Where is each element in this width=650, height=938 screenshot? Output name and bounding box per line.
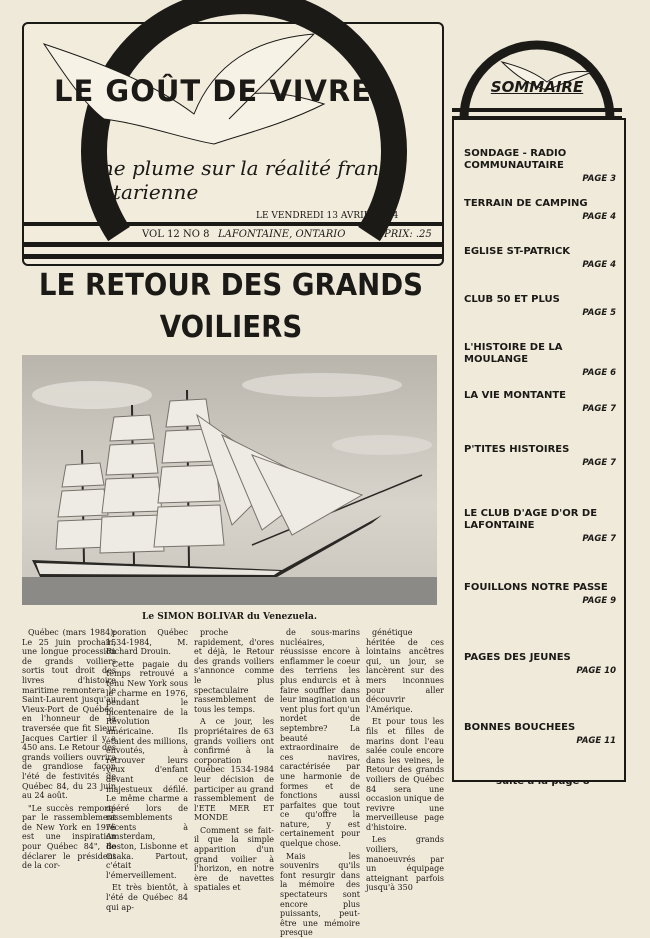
article-paragraph: Cette pagaie du temps retrouvé a tenu New York sous le charme en 1976, pendant le bicentenaire de la Révolution américaine. Ils étaient des millions, envoutés, à retrouver leurs yeux d'enfant devant ce majestueux défilé. Le même charme a opéré lors de rassemblements récents à Amsterdam, Boston, Lisbonne et Osaka. Partout, c'était l'émerveillement. xyxy=(106,659,188,880)
tall-ship-image xyxy=(22,355,437,605)
issue-date: LE VENDREDI 13 AVRIL, 1984 xyxy=(256,211,399,221)
toc-page: PAGE 9 xyxy=(582,596,616,606)
article-paragraph: Et pour tous les fils et filles de marins dont l'eau salée coule encore dans les veines, le Retour des grands voiliers de Québec 84 sera une occasion unique de revivre une merveilleuse page d'histoire. xyxy=(366,717,444,832)
issue-price: PRIX: .25 xyxy=(384,229,432,240)
article-paragraph: "Le succès remporté par le rassemblement de New York en 1976 est une inspiration pour Québec 84", de déclarer le président de la cor- xyxy=(22,803,116,871)
toc-title: CLUB 50 ET PLUS xyxy=(464,294,560,305)
toc-title: FOUILLONS NOTRE PASSE xyxy=(464,582,608,593)
toc-item[interactable] xyxy=(464,294,616,318)
photo-caption: Le SIMON BOLIVAR du Venezuela. xyxy=(142,612,317,622)
article-paragraph: Québec (mars 1984): Le 25 juin prochain, une longue procession de grands voiliers sortis tout droit des livres d'histoire maritime remontera le Saint-Laurent jusqu'au Vieux-Port de Québec, en l'honneur de la traversée que fit Sieur Jacques Cartier il y a 450 ans. Le Retour des grands voiliers ouvrira de grandiose façon l'été de festivités de Québec 84, du 23 juin au 24 août. xyxy=(22,628,116,801)
masthead-title: LE GOÛT DE VIVRE xyxy=(54,74,373,108)
toc-title: P'TITES HISTOIRES xyxy=(464,444,570,455)
toc-title: PAGES DES JEUNES xyxy=(464,652,571,663)
article-paragraph: génétique héritée de ces lointains ancêtres qui, un jour, se lancèrent sur des mers inconnues pour aller découvrir l'Amérique. xyxy=(366,628,444,714)
masthead-subtitle: une plume sur la réalité franco ontarienne xyxy=(88,156,403,204)
article-paragraph: de sous-marins nucléaires, réussisse encore à enflammer le coeur des terriens les plus endurcis et à faire souffler dans leur imagination un vent plus fort qu'un nordet de septembre? La beauté extraordinaire de ces navires, caractérisée par une harmonie de formes et de fonctions aussi parfaites que tout ce qu'offre la nature, y est certainement pour quelque chose. xyxy=(280,628,360,849)
ship-photo xyxy=(22,355,437,605)
issue-volume: VOL 12 NO 8 xyxy=(142,229,210,240)
toc-title: LE CLUB D'AGE D'OR DE LAFONTAINE xyxy=(464,508,598,531)
toc-title: TERRAIN DE CAMPING xyxy=(464,198,588,209)
toc-item[interactable] xyxy=(464,198,616,222)
masthead xyxy=(22,22,444,266)
toc-page: PAGE 4 xyxy=(582,260,616,270)
toc-item[interactable] xyxy=(464,444,616,468)
toc-page: PAGE 11 xyxy=(576,736,616,746)
toc-item[interactable] xyxy=(464,508,616,544)
toc-title: SONDAGE - RADIO COMMUNAUTAIRE xyxy=(464,148,567,171)
article-paragraph: Comment se fait-il que la simple apparition d'un grand voilier à l'horizon, en notre ère de navettes spatiales et xyxy=(194,825,274,893)
headline-line-2: VOILIERS xyxy=(159,310,303,345)
headline-line-1: LE RETOUR DES GRANDS xyxy=(38,268,424,303)
toc-title: BONNES BOUCHEES xyxy=(464,722,576,733)
article-paragraph: Et très bientôt, à l'été de Québec 84 qui ap- xyxy=(106,883,188,912)
toc-item[interactable] xyxy=(464,722,616,746)
article-column-5 xyxy=(366,628,444,893)
toc-page: PAGE 6 xyxy=(582,368,616,378)
article-paragraph: A ce jour, les propriétaires de 63 grands voiliers ont confirmé à la corporation Québec 1534-1984 leur décision de participer au grand rassemblement de l'ETE MER ET MONDE xyxy=(194,717,274,823)
toc-title: LA VIE MONTANTE xyxy=(464,390,566,401)
sommaire-box xyxy=(452,118,626,782)
article-paragraph: proche rapidement, d'ores et déjà, le Retour des grands voiliers s'annonce comme le plus spectaculaire rassemblement de tous les temps. xyxy=(194,628,274,714)
sommaire-heading: SOMMAIRE xyxy=(490,78,584,96)
toc-item[interactable] xyxy=(464,582,616,606)
toc-title: EGLISE ST-PATRICK xyxy=(464,246,571,257)
toc-item[interactable] xyxy=(464,148,616,184)
article-paragraph: poration Québec 1534-1984, M. Richard Drouin. xyxy=(106,628,188,657)
article-paragraph: Les grands voiliers, manoeuvrés par un équipage atteignant parfois jusqu'à 350 xyxy=(366,835,444,893)
toc-page: PAGE 3 xyxy=(582,174,616,184)
article-column-3 xyxy=(194,628,274,893)
toc-page: PAGE 7 xyxy=(582,534,616,544)
toc-page: PAGE 4 xyxy=(582,212,616,222)
article-paragraph: Mais les souvenirs qu'ils font resurgir dans la mémoire des spectateurs sont encore plus puissants, peut-être une mémoire presque xyxy=(280,851,360,938)
toc-item[interactable] xyxy=(464,342,616,378)
toc-item[interactable] xyxy=(464,652,616,676)
issue-place: LAFONTAINE, ONTARIO xyxy=(218,229,346,240)
toc-item[interactable] xyxy=(464,246,616,270)
masthead-graphic xyxy=(24,24,442,264)
toc-page: PAGE 7 xyxy=(582,404,616,414)
toc-title: L'HISTOIRE DE LA MOULANGE xyxy=(464,342,563,365)
article-column-4 xyxy=(280,628,360,938)
sommaire-emblem xyxy=(452,22,622,122)
toc-item[interactable] xyxy=(464,390,616,414)
article-column-1 xyxy=(22,628,116,871)
toc-page: PAGE 10 xyxy=(576,666,616,676)
toc-page: PAGE 5 xyxy=(582,308,616,318)
article-column-2 xyxy=(106,628,188,912)
toc-page: PAGE 7 xyxy=(582,458,616,468)
